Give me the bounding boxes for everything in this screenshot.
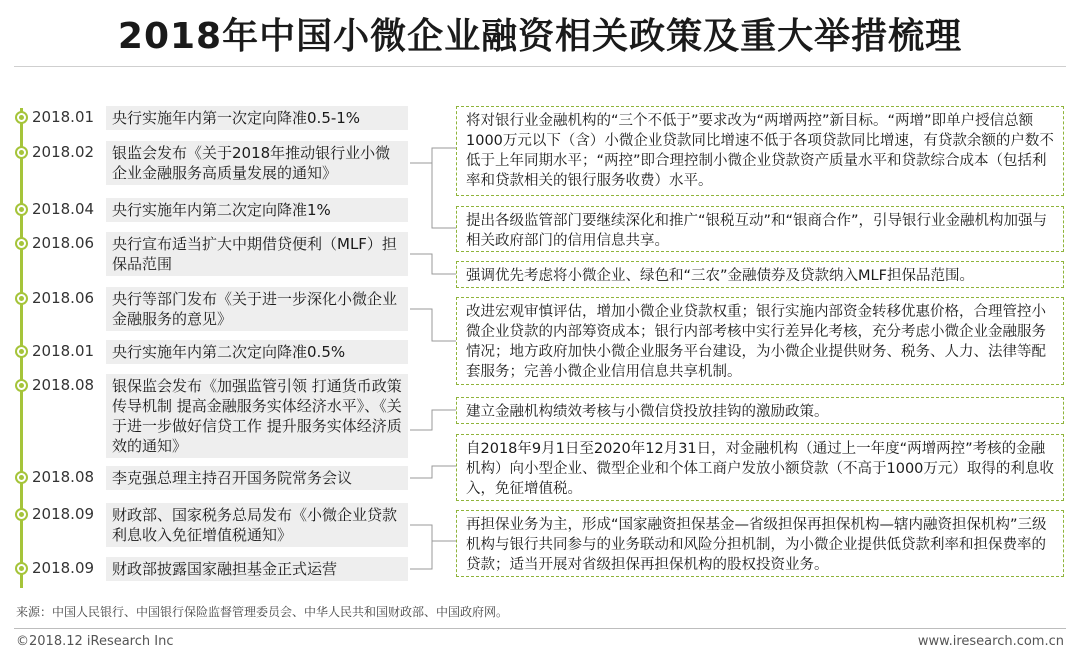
timeline-date: 2018.01	[32, 342, 95, 360]
connector-line	[410, 466, 456, 478]
policy-detail-box: 自2018年9月1日至2020年12月31日，对金融机构（通过上一年度“两增两控”考核的金融机构）向小型企业、微型企业和个体工商户发放小额贷款（不高于1000万元）取得的利息收入，免征增值税。	[456, 434, 1064, 501]
timeline-event-label: 央行宣布适当扩大中期借贷便利（MLF）担保品范围	[106, 232, 408, 276]
timeline-date: 2018.01	[32, 108, 95, 126]
connector-line	[410, 309, 456, 341]
copyright: ©2018.12 iResearch Inc	[16, 634, 174, 649]
connector-line	[410, 410, 456, 430]
timeline-event-label: 央行等部门发布《关于进一步深化小微企业金融服务的意见》	[106, 287, 408, 331]
timeline-event-label: 银保监会发布《加强监管引领 打通货币政策传导机制 提高金融服务实体经济水平》、《关于进一步做好信贷工作 提升服务实体经济质效的通知》	[106, 374, 408, 458]
timeline-event-label: 银监会发布《关于2018年推动银行业小微企业金融服务高质量发展的通知》	[106, 141, 408, 185]
policy-detail-box: 建立金融机构绩效考核与小微信贷投放挂钩的激励政策。	[456, 397, 1064, 424]
page-title: 2018年中国小微企业融资相关政策及重大举措梳理	[117, 16, 963, 57]
timeline-event-label: 央行实施年内第一次定向降准0.5-1%	[106, 106, 408, 130]
connector-line	[410, 541, 456, 569]
timeline-date: 2018.02	[32, 143, 95, 161]
timeline-date: 2018.06	[32, 289, 95, 307]
timeline-date: 2018.09	[32, 559, 95, 577]
timeline-event-label: 央行实施年内第二次定向降准1%	[106, 198, 408, 222]
timeline-date: 2018.09	[32, 505, 95, 523]
timeline-event-label: 财政部披露国家融担基金正式运营	[106, 557, 408, 581]
timeline-event-label: 财政部、国家税务总局发布《小微企业贷款利息收入免征增值税通知》	[106, 503, 408, 547]
policy-detail-box: 将对银行业金融机构的“三个不低于”要求改为“两增两控”新目标。“两增”即单户授信总额1000万元以下（含）小微企业贷款同比增速不低于各项贷款同比增速，有贷款余额的户数不低于上年同期水平；“两控”即合理控制小微企业贷款资产质量水平和贷款综合成本（包括利率和贷款相关的银行服务收费）水平。	[456, 106, 1064, 196]
timeline-date: 2018.08	[32, 468, 95, 486]
policy-detail-box: 改进宏观审慎评估，增加小微企业贷款权重；银行实施内部资金转移优惠价格，合理管控小微企业贷款的内部筹资成本；银行内部考核中实行差异化考核，充分考虑小微企业金融服务情况；地方政府加快小微企业服务平台建设，为小微企业提供财务、税务、人力、法律等配套服务；完善小微企业信用信息共享机制。	[456, 297, 1064, 385]
timeline-event-label: 央行实施年内第二次定向降准0.5%	[106, 340, 408, 364]
website-url: www.iresearch.com.cn	[917, 634, 1064, 649]
policy-detail-box: 强调优先考虑将小微企业、绿色和“三农”金融债券及贷款纳入MLF担保品范围。	[456, 261, 1064, 288]
connector-line	[410, 148, 456, 163]
source-note: 来源：中国人民银行、中国银行保险监督管理委员会、中华人民共和国财政部、中国政府网。	[16, 605, 509, 619]
timeline-date: 2018.08	[32, 376, 95, 394]
connector-line	[410, 525, 456, 541]
footer-divider	[14, 628, 1066, 629]
timeline-event-label: 李克强总理主持召开国务院常务会议	[106, 466, 408, 490]
policy-detail-box: 提出各级监管部门要继续深化和推广“银税互动”和“银商合作”，引导银行业金融机构加强与相关政府部门的信用信息共享。	[456, 206, 1064, 252]
policy-detail-box: 再担保业务为主，形成“国家融资担保基金—省级担保再担保机构—辖内融资担保机构”三级机构与银行共同参与的业务联动和风险分担机制，为小微企业提供低贷款利率和担保费率的贷款；适当开展对省级担保再担保机构的股权投资业务。	[456, 510, 1064, 577]
connector-line	[410, 163, 456, 228]
timeline-date: 2018.04	[32, 200, 95, 218]
connector-line	[410, 254, 456, 274]
timeline-date: 2018.06	[32, 234, 95, 252]
